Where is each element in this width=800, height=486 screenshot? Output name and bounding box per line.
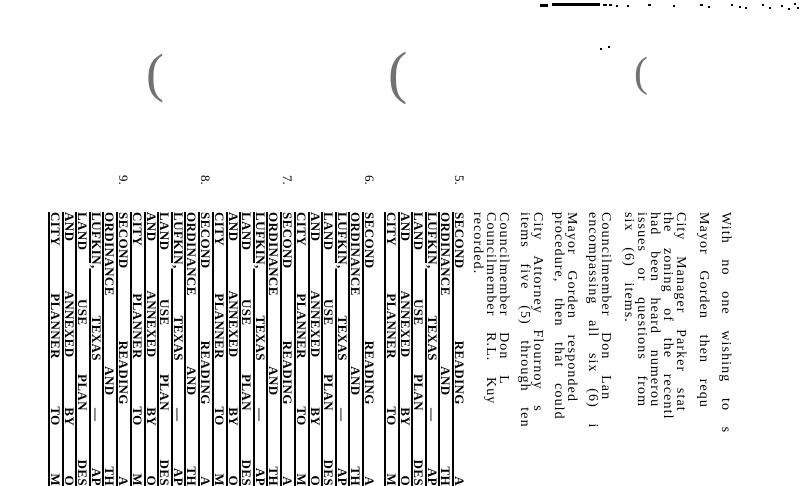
agenda-item-number: 6. (362, 175, 377, 185)
paragraph-line: Councilmember R.L. Kuy (483, 212, 498, 405)
paragraph-line: issues or questions from (634, 212, 649, 408)
agenda-item-heading-line: AND ANNEXED BY O (398, 212, 413, 486)
paragraph-line: items five (5) through ten (517, 212, 532, 428)
agenda-item-heading-line: AND ANNEXED BY O (226, 212, 241, 486)
agenda-item (294, 175, 377, 486)
minutes-paragraph (552, 212, 578, 420)
agenda-item-heading-line: AND ANNEXED BY O (308, 212, 323, 486)
minutes-paragraph (471, 212, 510, 404)
agenda-item-heading-line: CITY PLANNER TO M (384, 212, 400, 486)
paragraph-line: procedure, then that could (551, 212, 566, 420)
agenda-item-heading-line: ORDINANCE AND TH (348, 212, 364, 486)
agenda-item-heading-line: SECOND READING A (362, 212, 377, 486)
agenda-item-heading-line: CITY PLANNER TO M (212, 212, 228, 486)
agenda-item-heading-line: LUFKIN, TEXAS — AP (171, 212, 186, 486)
paragraph-line: City Manager Parker stat (673, 212, 688, 412)
paragraph-line: City Attorney Flournoy s (530, 212, 545, 412)
paragraph-line: encompassing all six (6) i (585, 212, 600, 429)
agenda-item (384, 175, 467, 486)
agenda-item-heading-line: LAND USE PLAN DES (75, 212, 91, 486)
agenda-item-heading-line: LUFKIN, TEXAS — AP (89, 212, 104, 486)
agenda-item-heading-line: LAND USE PLAN DES (411, 212, 427, 486)
paragraph-line: the zoning of the recentl (660, 212, 675, 420)
agenda-item-number: 5. (452, 175, 467, 185)
paragraph-line: six (6) items. (621, 212, 636, 323)
minutes-paragraph (697, 212, 710, 408)
agenda-item-heading-line: SECOND READING A (116, 212, 131, 486)
agenda-item-heading-line: CITY PLANNER TO M (48, 212, 64, 486)
pen-mark-curve: ( (634, 50, 648, 96)
agenda-item-heading-line: LUFKIN, TEXAS — AP (253, 212, 268, 486)
agenda-item-heading-line: CITY PLANNER TO M (294, 212, 310, 486)
agenda-item-heading-line: ORDINANCE AND TH (266, 212, 282, 486)
agenda-item-heading-line: ORDINANCE AND TH (438, 212, 454, 486)
agenda-item-heading-line: LAND USE PLAN DES (239, 212, 255, 486)
pen-mark-curve: ( (146, 43, 164, 103)
minutes-paragraph (586, 212, 612, 428)
agenda-item (212, 175, 295, 486)
paragraph-line: Councilmember Don Lan (598, 212, 613, 401)
minutes-paragraph (719, 212, 732, 433)
agenda-item (130, 175, 213, 486)
agenda-item-heading-line: SECOND READING A (452, 212, 467, 486)
pen-mark-curve: ( (388, 40, 408, 105)
agenda-item-heading-line: LUFKIN, TEXAS — AP (425, 212, 440, 486)
agenda-item-number: 7. (280, 175, 295, 185)
paragraph-line: recorded. (470, 212, 485, 275)
agenda-item-heading-line: ORDINANCE AND TH (102, 212, 118, 486)
agenda-item-heading-line: ORDINANCE AND TH (184, 212, 200, 486)
minutes-paragraph (622, 212, 687, 420)
agenda-item-heading-line: LUFKIN, TEXAS — AP (335, 212, 350, 486)
agenda-item-heading-line: LAND USE PLAN DES (321, 212, 337, 486)
agenda-item (48, 175, 131, 486)
agenda-item-heading-line: SECOND READING A (280, 212, 295, 486)
paragraph-line: Mayor Gorden responded (564, 212, 579, 403)
agenda-item-heading-line: SECOND READING A (198, 212, 213, 486)
paragraph-line: With no one wishing to s (718, 212, 733, 434)
minutes-paragraph (518, 212, 544, 428)
paragraph-line: Councilmember Don L (496, 212, 511, 385)
agenda-item-heading-line: LAND USE PLAN DES (157, 212, 173, 486)
paragraph-line: Mayor Gorden then requ (696, 212, 711, 408)
agenda-item-number: 9. (116, 175, 131, 185)
paragraph-line: had been heard numerou (647, 212, 662, 408)
agenda-item-number: 8. (198, 175, 213, 185)
agenda-item-heading-line: AND ANNEXED BY O (62, 212, 77, 486)
agenda-item-heading-line: AND ANNEXED BY O (144, 212, 159, 486)
agenda-item-heading-line: CITY PLANNER TO M (130, 212, 146, 486)
